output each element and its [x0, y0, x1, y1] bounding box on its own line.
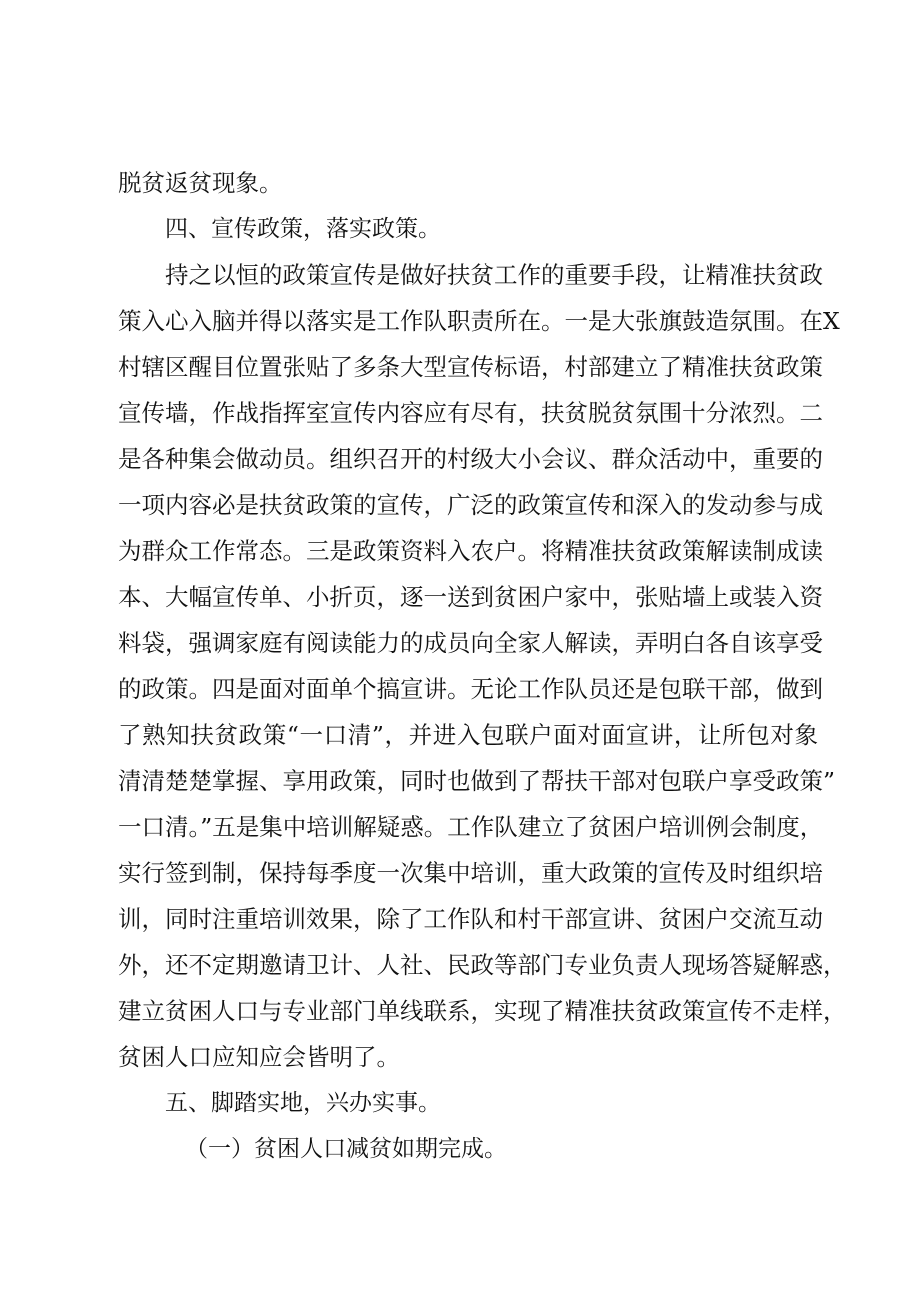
paragraph-line: 实行签到制，保持每季度一次集中培训，重大政策的宣传及时组织培 [118, 859, 823, 887]
paragraph-line: 策入心入脑并得以落实是工作队职责所在。一是大张旗鼓造氛围。在X [118, 307, 840, 335]
section-heading-5: 五、脚踏实地，兴办实事。 [165, 1090, 441, 1116]
paragraph-line: 训，同时注重培训效果，除了工作队和村干部宣讲、贫困户交流互动 [118, 905, 823, 933]
section-heading-4: 四、宣传政策，落实政策。 [165, 216, 441, 242]
paragraph-line: 是各种集会做动员。组织召开的村级大小会议、群众活动中，重要的 [118, 445, 823, 473]
paragraph-line: 一口清。”五是集中培训解疑惑。工作队建立了贫困户培训例会制度， [118, 813, 824, 841]
paragraph-line: 建立贫困人口与专业部门单线联系，实现了精准扶贫政策宣传不走样， [118, 997, 847, 1025]
continuation-line: 脱贫返贫现象。 [118, 169, 283, 197]
paragraph-line: 宣传墙，作战指挥室宣传内容应有尽有，扶贫脱贫氛围十分浓烈。二 [118, 399, 823, 427]
paragraph-line: 了熟知扶贫政策“一口清”，并进入包联户面对面宣讲，让所包对象 [118, 721, 818, 749]
paragraph-line: 外，还不定期邀请卫计、人社、民政等部门专业负责人现场答疑解惑， [118, 951, 847, 979]
subsection-heading-1: （一）贫困人口减贫如期完成。 [185, 1136, 507, 1162]
paragraph-line: 本、大幅宣传单、小折页，逐一送到贫困户家中，张贴墙上或装入资 [118, 583, 823, 611]
paragraph-line: 贫困人口应知应会皆明了。 [118, 1043, 400, 1071]
paragraph-line: 为群众工作常态。三是政策资料入农户。将精准扶贫政策解读制成读 [118, 537, 823, 565]
paragraph-line: 一项内容必是扶贫政策的宣传，广泛的政策宣传和深入的发动参与成 [118, 491, 823, 519]
paragraph-line: 的政策。四是面对面单个搞宣讲。无论工作队员还是包联干部，做到 [118, 675, 823, 703]
paragraph-line: 清清楚楚掌握、享用政策，同时也做到了帮扶干部对包联户享受政策” [118, 767, 836, 795]
paragraph-line: 持之以恒的政策宣传是做好扶贫工作的重要手段，让精准扶贫政 [165, 261, 823, 289]
paragraph-line: 村辖区醒目位置张贴了多条大型宣传标语，村部建立了精准扶贫政策 [118, 353, 823, 381]
paragraph-line: 料袋，强调家庭有阅读能力的成员向全家人解读，弄明白各自该享受 [118, 629, 823, 657]
